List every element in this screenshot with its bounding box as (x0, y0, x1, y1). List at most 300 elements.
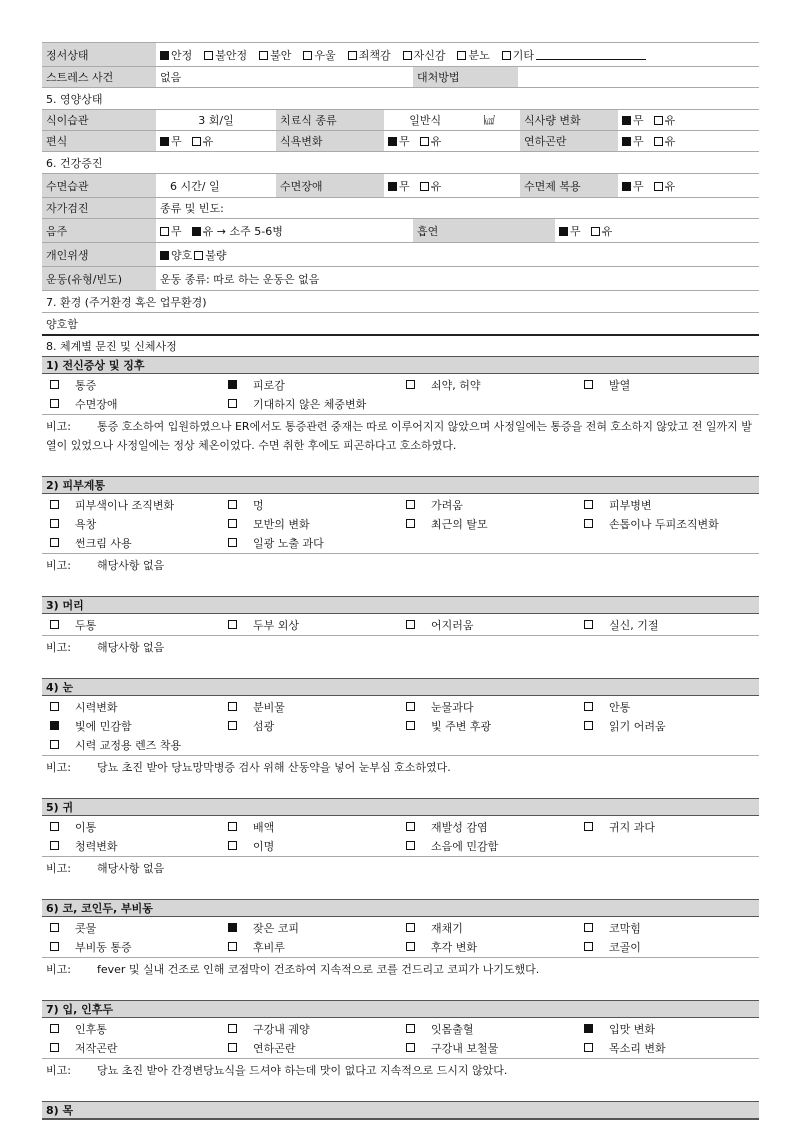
sleep-disorder-yes: 유 (420, 178, 442, 194)
symptom-item (42, 533, 220, 552)
symptom-item (220, 836, 398, 855)
note-text: 당뇨 초진 받아 당뇨망막병증 검사 위해 산동약을 넣어 눈부심 호소하였다. (96, 761, 451, 774)
symptom-item (398, 615, 576, 634)
symptom-item (220, 514, 398, 533)
checked-box-icon (192, 227, 201, 236)
sleep-disorder-options (384, 174, 520, 197)
emotion-option: 불안정 (204, 47, 247, 63)
unchecked-box-icon (654, 137, 663, 146)
diet-unit: ㎉ (483, 114, 495, 127)
symptom-label: 구강내 보철물 (431, 1041, 499, 1055)
unchecked-box-icon (584, 519, 593, 528)
unchecked-box-icon (228, 500, 237, 509)
symptom-grid (42, 1018, 759, 1058)
unchecked-box-icon (406, 942, 415, 951)
section-gap (42, 880, 759, 899)
symptom-label: 피부병변 (609, 498, 652, 512)
section-note (42, 1058, 759, 1082)
symptom-item (42, 394, 220, 413)
symptom-label: 기대하지 않은 체중변화 (253, 397, 367, 411)
symptom-label: 읽기 어려움 (609, 719, 666, 733)
unchecked-box-icon (591, 227, 600, 236)
note-text: 당뇨 초진 받아 간경변당뇨식을 드셔야 하는데 맛이 없다고 지속적으로 드시지 않았다. (96, 1064, 508, 1077)
symptom-label: 피로감 (253, 378, 285, 392)
unchecked-box-icon (584, 380, 593, 389)
checked-box-icon (228, 923, 237, 932)
symptom-item (398, 495, 576, 514)
symptom-label: 섬광 (253, 719, 275, 733)
symptom-label: 썬크림 사용 (75, 536, 132, 550)
symptom-label: 잦은 코피 (253, 921, 300, 935)
unchecked-box-icon (584, 500, 593, 509)
symptom-item (398, 1038, 576, 1057)
sleep-med-yes: 유 (654, 178, 676, 194)
symptom-label: 빛에 민감함 (75, 719, 132, 733)
checked-box-icon (622, 137, 631, 146)
health-row-selfcheck (42, 197, 759, 218)
symptom-item (220, 817, 398, 836)
symptom-label: 잇몸출혈 (431, 1022, 474, 1036)
hygiene-bad: 불량 (194, 247, 226, 263)
bottom-rule (42, 1119, 759, 1120)
symptom-item (42, 514, 220, 533)
unchecked-box-icon (406, 841, 415, 850)
intake-no: 무 (622, 112, 644, 128)
symptom-label: 시력변화 (75, 700, 118, 714)
unchecked-box-icon (50, 620, 59, 629)
appetite-options (384, 131, 520, 151)
unchecked-box-icon (584, 721, 593, 730)
swallow-options (618, 131, 759, 151)
unchecked-box-icon (654, 182, 663, 191)
unchecked-box-icon (50, 500, 59, 509)
smoke-yes: 유 (591, 223, 613, 239)
symptom-label: 소음에 민감함 (431, 839, 499, 853)
symptom-item (42, 716, 220, 735)
symptom-item (576, 1019, 754, 1038)
unchecked-box-icon (420, 182, 429, 191)
section-gap (42, 981, 759, 1000)
health-row-hygiene (42, 242, 759, 266)
section-note (42, 414, 759, 457)
emotion-option: 안정 (160, 47, 192, 63)
section-header: 8) 목 (42, 1101, 759, 1119)
stress-row (42, 66, 759, 87)
checked-box-icon (559, 227, 568, 236)
smoke-no: 무 (559, 223, 581, 239)
hygiene-label: 개인위생 (42, 243, 156, 266)
section-header: 6) 코, 코인두, 부비동 (42, 899, 759, 917)
section-note (42, 856, 759, 880)
symptom-label: 코골이 (609, 940, 641, 954)
section-gap (42, 779, 759, 798)
selfcheck-label: 자가검진 (42, 198, 156, 218)
section-gap (42, 659, 759, 678)
unchecked-box-icon (584, 822, 593, 831)
symptom-item (220, 937, 398, 956)
symptom-label: 두부 외상 (253, 618, 300, 632)
appetite-label: 식욕변화 (276, 131, 384, 151)
symptom-item (42, 937, 220, 956)
unchecked-box-icon (406, 702, 415, 711)
unchecked-box-icon (228, 721, 237, 730)
symptom-label: 저작곤란 (75, 1041, 118, 1055)
symptom-grid (42, 374, 759, 414)
environment-value: 양호함 (42, 312, 759, 334)
symptom-item (576, 495, 754, 514)
sleep-value: 6 시간/ 일 (170, 179, 220, 193)
unchecked-box-icon (502, 51, 511, 60)
section-header: 1) 전신증상 및 징후 (42, 356, 759, 374)
nutrition-row-1 (42, 109, 759, 130)
unchecked-box-icon (406, 380, 415, 389)
meal-value: 3 회/일 (198, 114, 234, 127)
unchecked-box-icon (584, 702, 593, 711)
appetite-yes: 유 (420, 133, 442, 149)
environment-title: 7. 환경 (주거환경 혹은 업무환경) (42, 290, 759, 312)
note-label: 비고: (46, 1064, 71, 1077)
unchecked-box-icon (50, 1043, 59, 1052)
symptom-item (398, 716, 576, 735)
unchecked-box-icon (50, 740, 59, 749)
meal-label: 식이습관 (42, 110, 156, 130)
checked-box-icon (584, 1024, 593, 1033)
picky-yes: 유 (192, 133, 214, 149)
symptom-item (576, 615, 754, 634)
unchecked-box-icon (584, 1043, 593, 1052)
symptom-label: 시력 교정용 렌즈 착용 (75, 738, 182, 752)
symptom-label: 두통 (75, 618, 97, 632)
checked-box-icon (622, 116, 631, 125)
hygiene-good: 양호 (160, 247, 192, 263)
checked-box-icon (160, 51, 169, 60)
unchecked-box-icon (303, 51, 312, 60)
hygiene-options (156, 243, 759, 266)
stress-label: 스트레스 사건 (42, 67, 156, 87)
drink-yes: 유 → 소주 5-6병 (192, 223, 283, 239)
unchecked-box-icon (228, 399, 237, 408)
unchecked-box-icon (228, 822, 237, 831)
unchecked-box-icon (406, 721, 415, 730)
symptom-label: 가려움 (431, 498, 463, 512)
note-label: 비고: (46, 862, 71, 875)
symptom-label: 욕창 (75, 517, 97, 531)
unchecked-box-icon (406, 822, 415, 831)
symptom-item (398, 836, 576, 855)
symptom-item (42, 615, 220, 634)
note-label: 비고: (46, 420, 71, 433)
symptom-item (220, 375, 398, 394)
unchecked-box-icon (228, 538, 237, 547)
unchecked-box-icon (228, 1024, 237, 1033)
sleep-disorder-label: 수면장애 (276, 174, 384, 197)
unchecked-box-icon (204, 51, 213, 60)
section-header: 4) 눈 (42, 678, 759, 696)
note-text: 통증 호소하여 입원하였으나 ER에서도 통증관련 중재는 따로 이루어지지 않았으며 사정일에는 통증을 전혀 호소하지 않았고 전 일까지 발열이 있었으나 사정일에는 정상 체온이었다. 수면 취한 후에도 피곤하다고 호소하였다. (46, 420, 752, 452)
sleep-med-label: 수면제 복용 (520, 174, 618, 197)
symptom-label: 목소리 변화 (609, 1041, 666, 1055)
symptom-item (220, 1019, 398, 1038)
health-title: 6. 건강증진 (42, 151, 759, 173)
symptom-label: 눈물과다 (431, 700, 474, 714)
symptom-label: 수면장애 (75, 397, 118, 411)
symptom-label: 부비동 통증 (75, 940, 132, 954)
review-title: 8. 체계별 문진 및 신체사정 (42, 334, 759, 356)
checked-box-icon (50, 721, 59, 730)
intake-label: 식사량 변화 (520, 110, 618, 130)
section-note (42, 635, 759, 659)
symptom-item (42, 697, 220, 716)
symptom-label: 연하곤란 (253, 1041, 296, 1055)
review-sections (42, 356, 759, 1119)
unchecked-box-icon (420, 137, 429, 146)
symptom-item (576, 937, 754, 956)
symptom-label: 안통 (609, 700, 631, 714)
symptom-item (398, 918, 576, 937)
note-text: fever 및 실내 건조로 인해 코점막이 건조하여 지속적으로 코를 건드리고 코피가 나기도했다. (96, 963, 540, 976)
symptom-item (220, 697, 398, 716)
symptom-label: 청력변화 (75, 839, 118, 853)
checked-box-icon (388, 182, 397, 191)
section-note (42, 553, 759, 577)
unchecked-box-icon (259, 51, 268, 60)
picky-options (156, 131, 276, 151)
symptom-item (398, 375, 576, 394)
symptom-item (220, 1038, 398, 1057)
appetite-no: 무 (388, 133, 410, 149)
emotion-option: 죄책감 (348, 47, 391, 63)
checked-box-icon (160, 137, 169, 146)
unchecked-box-icon (406, 620, 415, 629)
symptom-item (220, 533, 398, 552)
symptom-label: 입맛 변화 (609, 1022, 656, 1036)
nutrition-title: 5. 영양상태 (42, 87, 759, 109)
symptom-label: 코막힘 (609, 921, 641, 935)
section-header: 7) 입, 인후두 (42, 1000, 759, 1018)
health-row-exercise (42, 266, 759, 290)
note-text: 해당사항 없음 (96, 641, 165, 654)
drink-label: 음주 (42, 219, 156, 242)
emotion-option: 자신감 (403, 47, 446, 63)
unchecked-box-icon (228, 1043, 237, 1052)
unchecked-box-icon (50, 942, 59, 951)
section-gap (42, 1082, 759, 1101)
nutrition-row-2 (42, 130, 759, 151)
symptom-item (42, 918, 220, 937)
unchecked-box-icon (160, 227, 169, 236)
section-header: 5) 귀 (42, 798, 759, 816)
emotion-row (42, 42, 759, 66)
intake-yes: 유 (654, 112, 676, 128)
symptom-label: 어지러움 (431, 618, 474, 632)
selfcheck-value: 종류 및 빈도: (160, 202, 224, 215)
symptom-item (398, 514, 576, 533)
intake-options (618, 110, 759, 130)
note-label: 비고: (46, 963, 71, 976)
symptom-label: 후각 변화 (431, 940, 478, 954)
note-label: 비고: (46, 761, 71, 774)
picky-label: 편식 (42, 131, 156, 151)
unchecked-box-icon (50, 702, 59, 711)
unchecked-box-icon (194, 251, 203, 260)
symptom-label: 구강내 궤양 (253, 1022, 310, 1036)
note-label: 비고: (46, 641, 71, 654)
symptom-label: 일광 노출 과다 (253, 536, 324, 550)
symptom-item (220, 495, 398, 514)
symptom-grid (42, 614, 759, 635)
unchecked-box-icon (584, 942, 593, 951)
symptom-item (220, 394, 398, 413)
symptom-item (576, 716, 754, 735)
sleep-med-no: 무 (622, 178, 644, 194)
symptom-item (576, 817, 754, 836)
symptom-label: 분비물 (253, 700, 285, 714)
symptom-item (42, 1019, 220, 1038)
checked-box-icon (228, 380, 237, 389)
emotion-option: 기타 (502, 47, 534, 63)
symptom-label: 콧물 (75, 921, 97, 935)
checked-box-icon (622, 182, 631, 191)
symptom-label: 이통 (75, 820, 97, 834)
unchecked-box-icon (348, 51, 357, 60)
section-note (42, 957, 759, 981)
symptom-item (398, 937, 576, 956)
smoke-options (555, 219, 759, 242)
unchecked-box-icon (228, 519, 237, 528)
symptom-item (42, 375, 220, 394)
symptom-label: 귀지 과다 (609, 820, 656, 834)
symptom-item (576, 514, 754, 533)
diet-cell (384, 110, 520, 130)
symptom-label: 실신, 기절 (609, 618, 659, 632)
coping-label: 대처방법 (413, 67, 518, 87)
symptom-item (398, 817, 576, 836)
symptom-item (576, 375, 754, 394)
symptom-item (42, 836, 220, 855)
symptom-item (576, 697, 754, 716)
symptom-label: 후비루 (253, 940, 285, 954)
coping-value (518, 67, 759, 87)
unchecked-box-icon (654, 116, 663, 125)
symptom-item (42, 1038, 220, 1057)
health-row-drink (42, 218, 759, 242)
unchecked-box-icon (406, 923, 415, 932)
symptom-item (576, 1038, 754, 1057)
unchecked-box-icon (192, 137, 201, 146)
symptom-label: 피부색이나 조직변화 (75, 498, 175, 512)
symptom-item (576, 918, 754, 937)
unchecked-box-icon (50, 841, 59, 850)
symptom-label: 멍 (253, 498, 264, 512)
emotion-option: 분노 (457, 47, 489, 63)
swallow-label: 연하곤란 (520, 131, 618, 151)
note-text: 해당사항 없음 (96, 559, 165, 572)
picky-no: 무 (160, 133, 182, 149)
sleep-disorder-no: 무 (388, 178, 410, 194)
symptom-item (42, 495, 220, 514)
swallow-no: 무 (622, 133, 644, 149)
section-gap (42, 457, 759, 476)
symptom-label: 재채기 (431, 921, 463, 935)
symptom-grid (42, 696, 759, 755)
symptom-item (398, 697, 576, 716)
unchecked-box-icon (584, 620, 593, 629)
unchecked-box-icon (406, 1024, 415, 1033)
symptom-item (220, 615, 398, 634)
symptom-label: 인후통 (75, 1022, 107, 1036)
symptom-item (220, 918, 398, 937)
drink-no: 무 (160, 223, 182, 239)
section-header: 3) 머리 (42, 596, 759, 614)
emotion-options (156, 43, 759, 66)
unchecked-box-icon (228, 702, 237, 711)
exercise-label: 운동(유형/빈도) (42, 267, 156, 290)
emotion-option: 우울 (303, 47, 335, 63)
section-note (42, 755, 759, 779)
unchecked-box-icon (50, 822, 59, 831)
stress-value: 없음 (160, 71, 182, 84)
sleep-med-options (618, 174, 759, 197)
symptom-label: 통증 (75, 378, 97, 392)
unchecked-box-icon (457, 51, 466, 60)
symptom-grid (42, 816, 759, 856)
sleep-label: 수면습관 (42, 174, 156, 197)
smoke-label: 흡연 (413, 219, 555, 242)
symptom-label: 재발성 감염 (431, 820, 488, 834)
checked-box-icon (160, 251, 169, 260)
symptom-item (42, 817, 220, 836)
unchecked-box-icon (228, 841, 237, 850)
unchecked-box-icon (228, 620, 237, 629)
symptom-item (220, 716, 398, 735)
section-header: 2) 피부계통 (42, 476, 759, 494)
symptom-item (42, 735, 220, 754)
unchecked-box-icon (50, 538, 59, 547)
symptom-item (398, 1019, 576, 1038)
section-gap (42, 577, 759, 596)
unchecked-box-icon (228, 942, 237, 951)
swallow-yes: 유 (654, 133, 676, 149)
note-label: 비고: (46, 559, 71, 572)
symptom-grid (42, 917, 759, 957)
symptom-grid (42, 494, 759, 553)
emotion-option: 불안 (259, 47, 291, 63)
note-text: 해당사항 없음 (96, 862, 165, 875)
unchecked-box-icon (50, 519, 59, 528)
emotion-label: 정서상태 (42, 43, 156, 66)
unchecked-box-icon (50, 399, 59, 408)
unchecked-box-icon (584, 923, 593, 932)
other-underline (536, 49, 646, 60)
health-row-sleep (42, 173, 759, 197)
symptom-label: 쇠약, 허약 (431, 378, 481, 392)
assessment-form (42, 42, 759, 1120)
unchecked-box-icon (50, 1024, 59, 1033)
unchecked-box-icon (50, 380, 59, 389)
unchecked-box-icon (403, 51, 412, 60)
unchecked-box-icon (406, 500, 415, 509)
symptom-label: 이명 (253, 839, 275, 853)
symptom-label: 모반의 변화 (253, 517, 310, 531)
diet-label: 치료식 종류 (276, 110, 384, 130)
symptom-label: 발열 (609, 378, 631, 392)
diet-value: 일반식 (409, 114, 442, 127)
symptom-label: 최근의 탈모 (431, 517, 488, 531)
unchecked-box-icon (50, 923, 59, 932)
checked-box-icon (388, 137, 397, 146)
unchecked-box-icon (406, 1043, 415, 1052)
drink-options (156, 219, 413, 242)
